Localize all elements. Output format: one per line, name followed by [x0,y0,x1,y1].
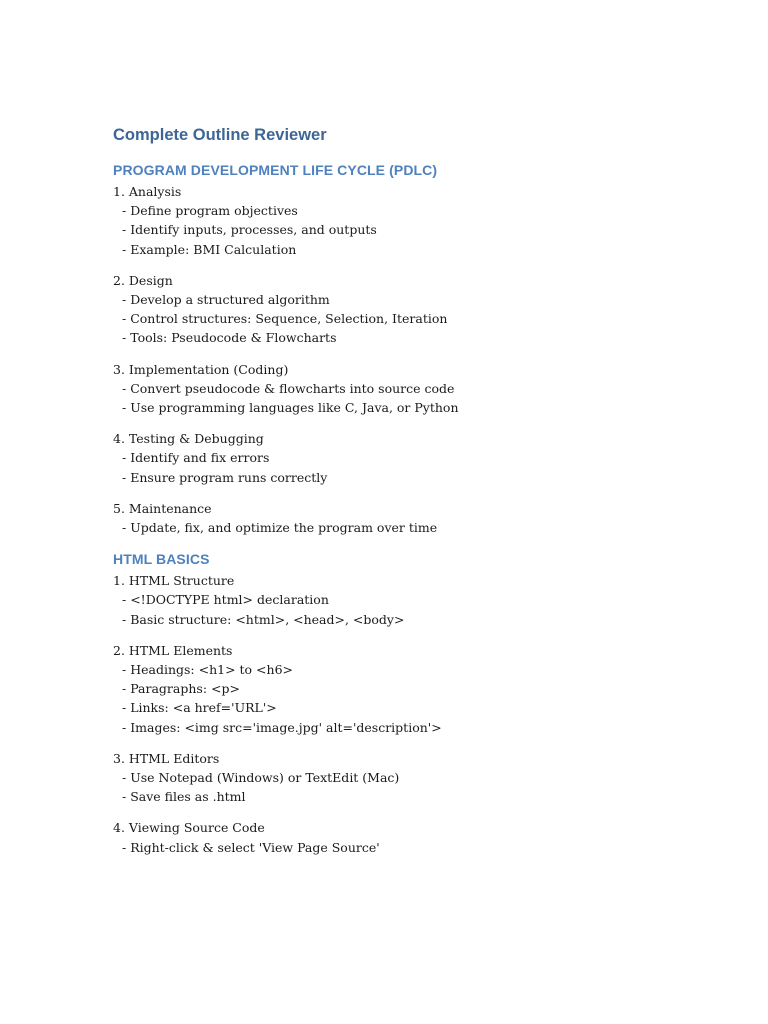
bullet-line: - Use Notepad (Windows) or TextEdit (Mac) [122,770,400,786]
bullet-line: - Right-click & select 'View Page Source' [122,839,380,855]
bullet-line: - Use programming languages like C, Java, or Python [122,400,459,416]
bullet-line: - Control structures: Sequence, Selection, Iteration [122,311,448,327]
bullet-line: - Ensure program runs correctly [122,469,328,485]
bullet-line: - Images: <img src='image.jpg' alt='description'> [122,719,442,735]
item-title: 3. HTML Editors [113,750,220,766]
bullet-line: - Save files as .html [122,789,246,805]
item-title: 4. Viewing Source Code [113,820,265,836]
section-html-basics [113,549,713,857]
item-title: 3. Implementation (Coding) [113,361,289,377]
item-title: 1. HTML Structure [113,573,235,589]
outline-item [113,271,713,348]
outline-item [113,749,713,807]
bullet-line: - Identify inputs, processes, and outputs [122,222,377,238]
bullet-line: - Paragraphs: <p> [122,681,240,697]
item-title: 1. Analysis [113,184,182,199]
item-title: 4. Testing & Debugging [113,431,264,447]
item-title: 2. HTML Elements [113,642,233,658]
section-heading: PROGRAM DEVELOPMENT LIFE CYCLE (PDLC) [113,162,438,178]
bullet-line: - Update, fix, and optimize the program over time [122,520,438,536]
outline-item [113,429,713,487]
bullet-line: - Convert pseudocode & flowcharts into source code [122,380,455,396]
bullet-line: - Links: <a href='URL'> [122,700,277,716]
bullet-line: - <!DOCTYPE html> declaration [122,592,329,608]
document-title: Complete Outline Reviewer [113,126,327,144]
item-title: 2. Design [113,272,173,288]
outline-item [113,641,713,737]
bullet-line: - Develop a structured algorithm [122,292,330,308]
outline-item [113,499,713,537]
outline-item [113,571,713,629]
bullet-line: - Identify and fix errors [122,450,270,466]
bullet-line: - Example: BMI Calculation [122,241,297,257]
bullet-line: - Headings: <h1> to <h6> [122,662,293,678]
section-pdlc [113,160,713,537]
outline-item [113,182,713,259]
bullet-line: - Tools: Pseudocode & Flowcharts [122,330,337,346]
document-page [113,124,713,869]
section-heading: HTML BASICS [113,551,210,568]
outline-item [113,818,713,856]
outline-item [113,360,713,418]
bullet-line: - Define program objectives [122,203,298,219]
bullet-line: - Basic structure: <html>, <head>, <body> [122,611,405,627]
item-title: 5. Maintenance [113,500,212,516]
